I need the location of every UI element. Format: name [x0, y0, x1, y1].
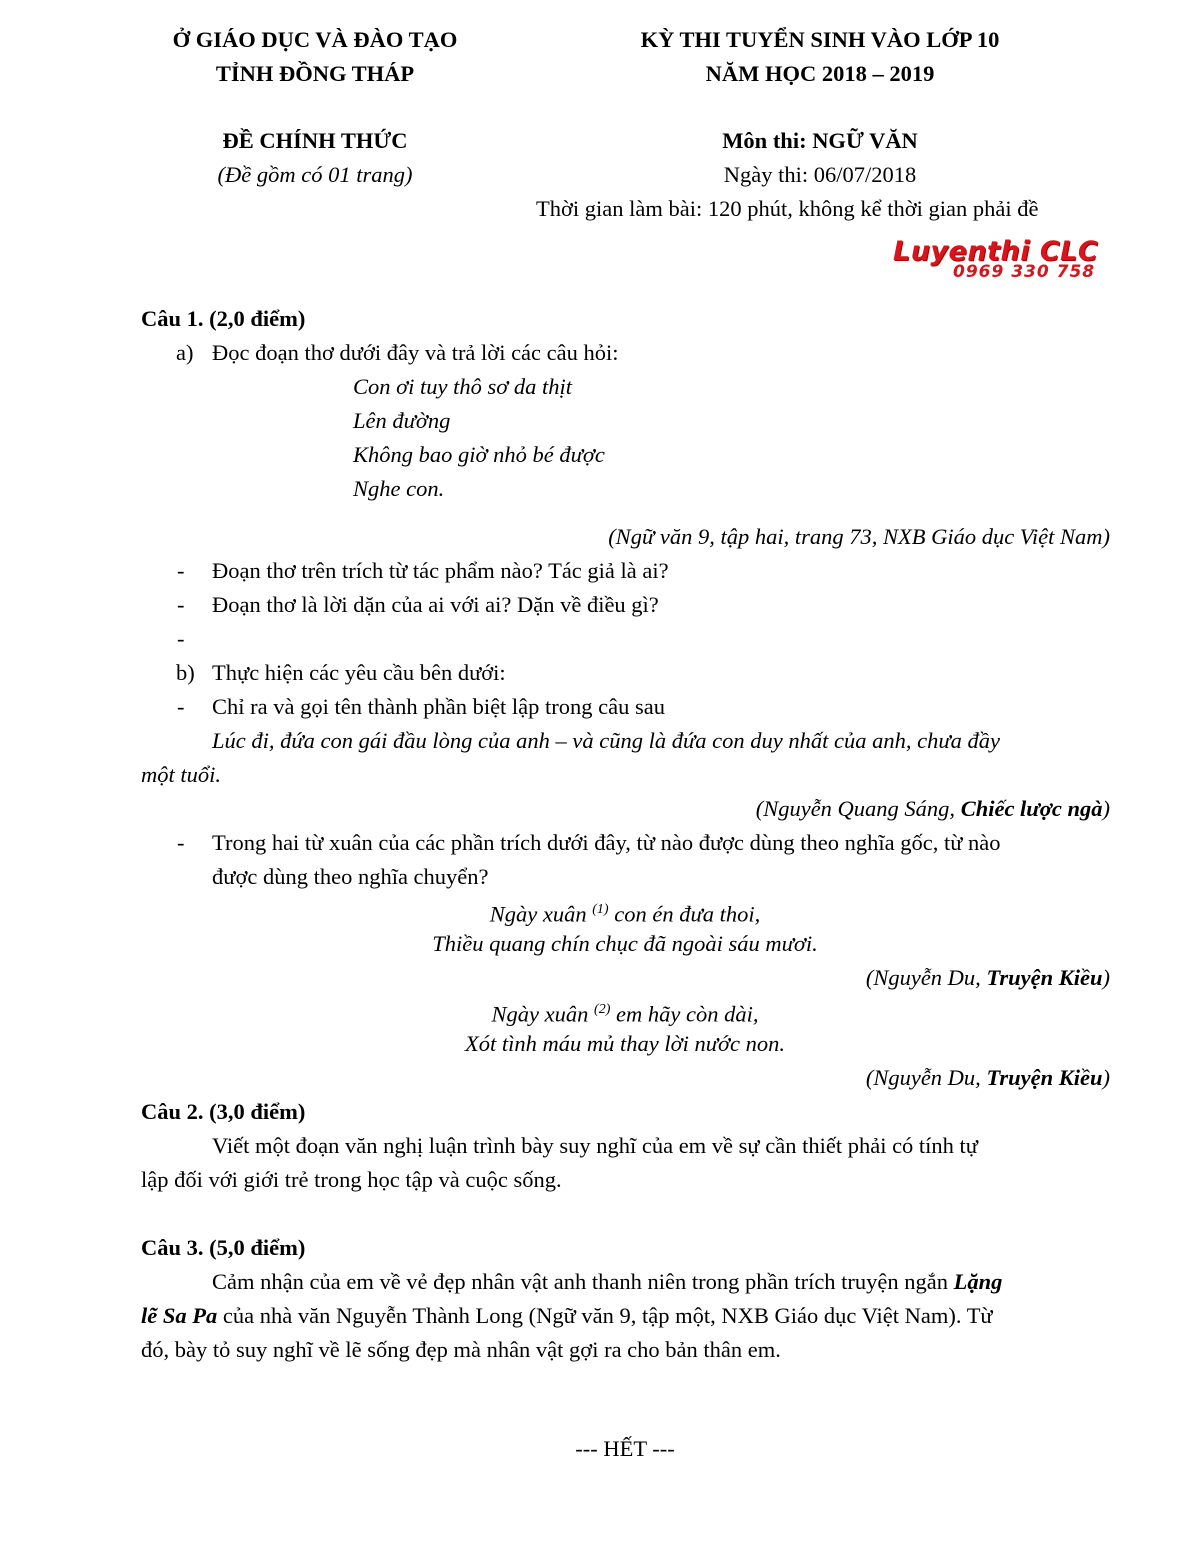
header-department: Ở GIÁO DỤC VÀ ĐÀO TẠO — [172, 27, 458, 52]
dash-marker: - — [177, 626, 185, 651]
q1-a-question-2: Đoạn thơ là lời dặn của ai với ai? Dặn về điều gì? — [212, 592, 659, 617]
q2-line-2: lập đối với giới trẻ trong học tập và cuộc sống. — [141, 1167, 562, 1192]
q3-title: Câu 3. (5,0 điểm) — [141, 1235, 306, 1260]
verse-1-line-1 — [0, 893, 1200, 932]
verse-footnote-2: (2) — [594, 1002, 611, 1017]
source-author: (Nguyễn Du, — [865, 1065, 987, 1090]
verse-text: Ngày xuân — [489, 901, 593, 927]
source-close: ) — [1102, 796, 1110, 821]
poem-line-1: Con ơi tuy thô sơ da thịt — [353, 374, 573, 399]
header-exam-name: KỲ THI TUYỂN SINH VÀO LỚP 10 — [640, 27, 1000, 52]
source-title: Truyện Kiều — [986, 1065, 1103, 1090]
dash-marker: - — [177, 830, 185, 855]
q2-title: Câu 2. (3,0 điểm) — [141, 1099, 306, 1124]
verse-text: em hãy còn dài, — [610, 1001, 759, 1027]
quote-source — [756, 792, 1110, 826]
watermark-phone: 0969 330 758 — [953, 262, 1096, 282]
q1-b-question-2-line-2: được dùng theo nghĩa chuyển? — [212, 864, 489, 889]
source-title: Chiếc lược ngà — [960, 796, 1103, 821]
q3-line-1 — [212, 1265, 1002, 1299]
verse-footnote-1: (1) — [592, 902, 609, 917]
story-title: Lặng — [953, 1269, 1003, 1294]
subject-label: Môn thi: NGỮ VĂN — [722, 128, 918, 153]
source-author: (Nguyễn Quang Sáng, — [755, 796, 961, 821]
exam-duration: Thời gian làm bài: 120 phút, không kể thời gian phải đề — [536, 196, 1039, 221]
q3-line-3: đó, bày tỏ suy nghĩ về lẽ sống đẹp mà nhân vật gợi ra cho bản thân em. — [141, 1337, 781, 1362]
quote-line-1: Lúc đi, đứa con gái đầu lòng của anh – và cũng là đứa con duy nhất của anh, chưa đầy — [212, 728, 1000, 753]
q2-line-1: Viết một đoạn văn nghị luận trình bày suy nghĩ của em về sự cần thiết phải có tính tự — [212, 1133, 978, 1158]
q1-b-question-2-line-1: Trong hai từ xuân của các phần trích dưới đây, từ nào được dùng theo nghĩa gốc, từ nào — [212, 830, 1001, 855]
verse-text: con én đưa thoi, — [608, 901, 761, 927]
dash-marker: - — [177, 592, 185, 617]
source-title: Truyện Kiều — [986, 965, 1103, 990]
end-marker: --- HẾT --- — [575, 1436, 675, 1461]
verse-1-source — [866, 961, 1110, 995]
poem-line-2: Lên đường — [353, 408, 451, 433]
verse-text: Ngày xuân — [491, 1001, 595, 1027]
pages-note: (Đề gồm có 01 trang) — [217, 162, 413, 187]
q1-b-text: Thực hiện các yêu cầu bên dưới: — [212, 660, 506, 685]
source-author: (Nguyễn Du, — [865, 965, 987, 990]
q3-line-2 — [141, 1299, 993, 1333]
verse-2-line-2: Xót tình máu mủ thay lời nước non. — [464, 1031, 785, 1056]
official-label: ĐỀ CHÍNH THỨC — [222, 128, 408, 153]
source-close: ) — [1102, 1065, 1110, 1090]
poem-line-4: Nghe con. — [353, 476, 445, 501]
q3-text: Cảm nhận của em về vẻ đẹp nhân vật anh thanh niên trong phần trích truyện ngắn — [212, 1269, 954, 1294]
poem-source: (Ngữ văn 9, tập hai, trang 73, NXB Giáo dục Việt Nam) — [608, 524, 1110, 549]
quote-line-2: một tuổi. — [141, 762, 222, 787]
header-school-year: NĂM HỌC 2018 – 2019 — [705, 61, 935, 86]
q1-a-text: Đọc đoạn thơ dưới đây và trả lời các câu hỏi: — [212, 340, 619, 365]
dash-marker: - — [177, 558, 185, 583]
q1-b-marker: b) — [176, 660, 195, 685]
watermark-brand: Luyenthi CLC — [893, 236, 1099, 267]
q1-a-marker: a) — [176, 340, 194, 365]
q1-title: Câu 1. (2,0 điểm) — [141, 306, 306, 331]
q3-text: của nhà văn Nguyễn Thành Long (Ngữ văn 9, tập một, NXB Giáo dục Việt Nam). Từ — [217, 1303, 993, 1328]
verse-1-line-2: Thiều quang chín chục đã ngoài sáu mươi. — [432, 931, 818, 956]
dash-marker: - — [177, 694, 185, 719]
story-title: lẽ Sa Pa — [141, 1303, 218, 1328]
header-province: TỈNH ĐỒNG THÁP — [215, 61, 415, 86]
q1-b-question-1: Chỉ ra và gọi tên thành phần biệt lập trong câu sau — [212, 694, 665, 719]
verse-2-line-1 — [0, 993, 1200, 1032]
q1-a-question-1: Đoạn thơ trên trích từ tác phẩm nào? Tác giả là ai? — [212, 558, 669, 583]
source-close: ) — [1102, 965, 1110, 990]
poem-line-3: Không bao giờ nhỏ bé được — [353, 442, 605, 467]
verse-2-source — [866, 1061, 1110, 1095]
exam-date: Ngày thi: 06/07/2018 — [723, 162, 917, 187]
